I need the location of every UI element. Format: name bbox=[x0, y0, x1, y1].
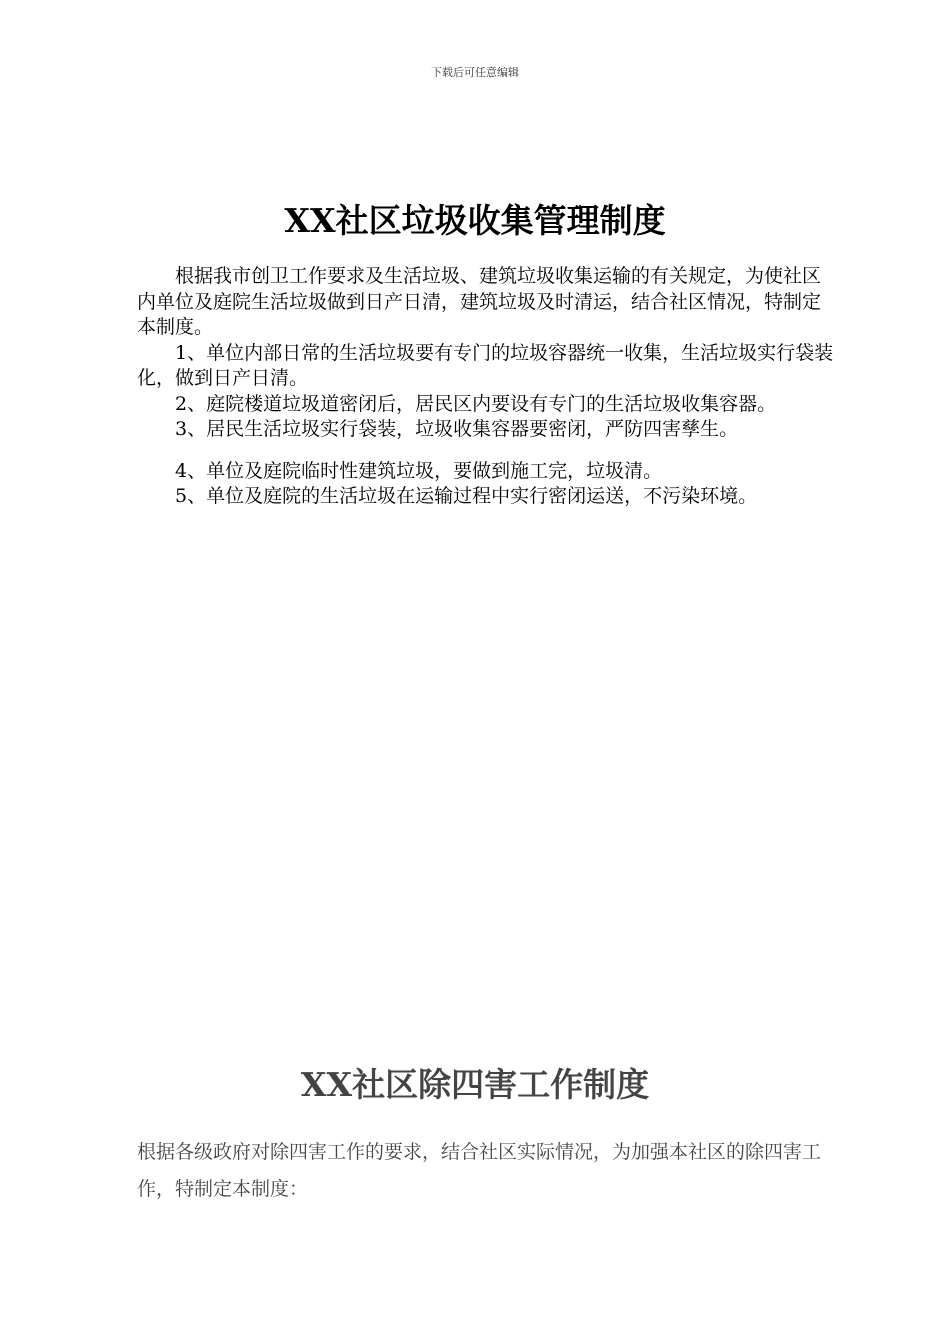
page-header-note: 下载后可任意编辑 bbox=[431, 66, 519, 79]
rule-item-4: 4、单位及庭院临时性建筑垃圾，要做到施工完，垃圾清。 bbox=[175, 459, 663, 482]
document-title-pest-control: XX社区除四害工作制度 bbox=[300, 1065, 650, 1104]
pest-intro-paragraph: 根据各级政府对除四害工作的要求，结合社区实际情况，为加强本社区的除四害工作，特制定本制度： bbox=[137, 1141, 822, 1200]
document-title-garbage: XX社区垃圾收集管理制度 bbox=[284, 201, 666, 240]
intro-paragraph: 根据我市创卫工作要求及生活垃圾、建筑垃圾收集运输的有关规定，为使社区内单位及庭院生活垃圾做到日产日清，建筑垃圾及时清运，结合社区情况，特制定本制度。 bbox=[137, 265, 822, 338]
garbage-regulation-body bbox=[137, 264, 837, 510]
pest-control-body bbox=[137, 1134, 837, 1208]
rule-item-5: 5、单位及庭院的生活垃圾在运输过程中实行密闭运送，不污染环境。 bbox=[175, 485, 758, 507]
rule-item-2: 2、庭院楼道垃圾道密闭后，居民区内要设有专门的生活垃圾收集容器。 bbox=[175, 392, 777, 415]
rule-item-3: 3、居民生活垃圾实行袋装，垃圾收集容器要密闭，严防四害孳生。 bbox=[175, 418, 739, 440]
rule-item-1: 1、单位内部日常的生活垃圾要有专门的垃圾容器统一收集，生活垃圾实行袋装化，做到日产日清。 bbox=[137, 341, 834, 389]
